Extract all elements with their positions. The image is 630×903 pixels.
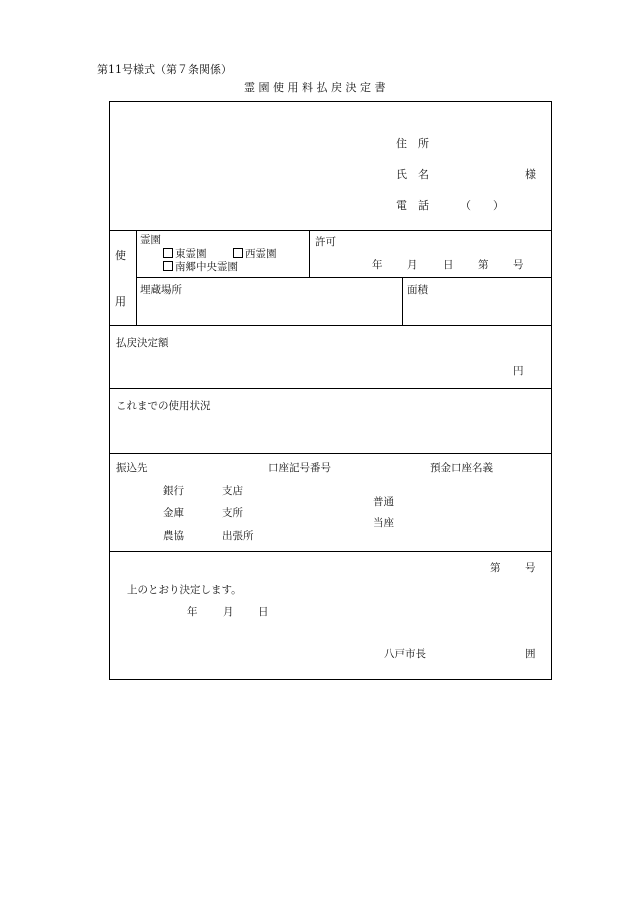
phone-parentheses: （ ）: [460, 199, 504, 212]
usage-side-label-2: 用: [115, 295, 126, 308]
issuer-title: 八戸市長: [384, 648, 426, 660]
refund-decision-form: [109, 101, 552, 680]
permit-year: 年: [372, 259, 383, 271]
decision-statement: 上のとおり決定します。: [127, 584, 242, 596]
decision-day: 日: [258, 606, 269, 618]
transfer-destination-label: 振込先: [116, 462, 148, 474]
seal-mark: 囲: [525, 648, 536, 660]
form-title: 霊 園 使 用 料 払 戻 決 定 書: [244, 81, 386, 94]
usage-side-label-1: 使: [115, 249, 126, 262]
form-number: 第11号様式（第７条関係）: [97, 63, 232, 76]
bank-type-shinkin: 金庫: [163, 507, 184, 519]
yen-unit: 円: [513, 365, 524, 377]
cemetery-option-west[interactable]: 西霊園: [233, 248, 277, 260]
cemetery-option-nango[interactable]: 南郷中央霊園: [163, 261, 238, 273]
permit-number-prefix: 第: [478, 259, 489, 271]
checkbox-icon: [163, 261, 173, 271]
account-type-ordinary: 普通: [373, 496, 394, 508]
honorific: 様: [525, 168, 536, 181]
branch-type-office: 支所: [222, 507, 243, 519]
name-label: 氏 名: [396, 168, 429, 181]
decision-number-suffix: 号: [525, 562, 536, 574]
decision-month: 月: [223, 606, 234, 618]
decision-number-prefix: 第: [490, 562, 501, 574]
permit-day: 日: [443, 259, 454, 271]
phone-label: 電 話: [396, 199, 429, 212]
refund-amount-label: 払戻決定額: [116, 337, 169, 349]
burial-place-label: 埋蔵場所: [140, 284, 182, 296]
permit-month: 月: [407, 259, 418, 271]
area-label: 面積: [407, 284, 428, 296]
bank-type-ja: 農協: [163, 530, 184, 542]
permit-number-suffix: 号: [513, 259, 524, 271]
cemetery-label: 霊園: [140, 234, 161, 246]
account-number-label: 口座記号番号: [268, 462, 331, 474]
bank-type-bank: 銀行: [163, 485, 184, 497]
address-label: 住 所: [396, 137, 429, 150]
usage-history-label: これまでの使用状況: [116, 400, 211, 412]
account-holder-label: 預金口座名義: [430, 462, 493, 474]
decision-year: 年: [187, 606, 198, 618]
cemetery-option-east[interactable]: 東霊園: [163, 248, 207, 260]
checkbox-icon: [163, 248, 173, 258]
permit-label: 許可: [315, 236, 336, 248]
branch-type-branch: 支店: [222, 485, 243, 497]
account-type-current: 当座: [373, 517, 394, 529]
checkbox-icon: [233, 248, 243, 258]
branch-type-sub-office: 出張所: [222, 530, 254, 542]
